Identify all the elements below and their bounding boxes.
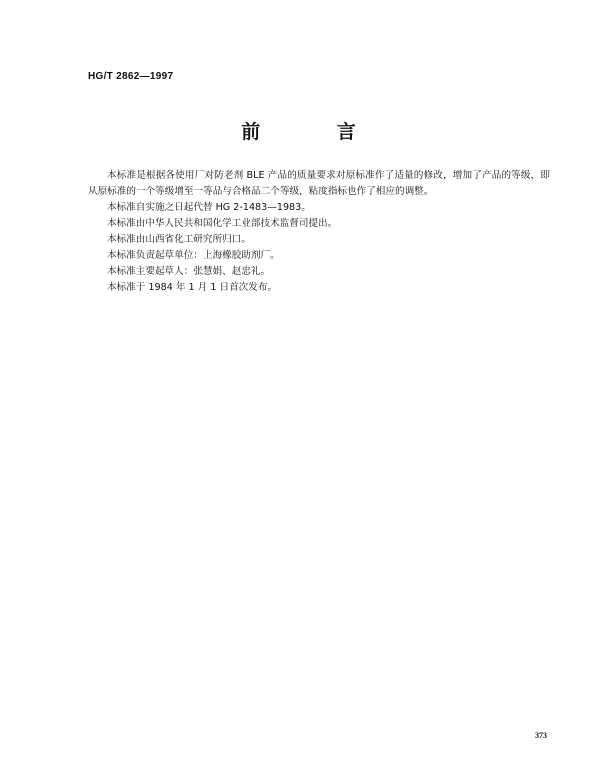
paragraph-revision-note: 本标准是根据各使用厂对防老剂 BLE 产品的质量要求对原标准作了适量的修改，增加了产品的等级，即从原标准的一个等级增至一等品与合格品二个等级，粘度指标也作了相应的调整。 xyxy=(88,170,550,197)
paragraph-proposed-by: 本标准由中华人民共和国化学工业部技术监督司提出。 xyxy=(107,218,338,229)
paragraph-drafting-unit: 本标准负责起草单位：上海橡胶助剂厂。 xyxy=(107,250,280,261)
page-number: 373 xyxy=(535,731,547,740)
paragraph-replaces: 本标准自实施之日起代替 HG 2-1483—1983。 xyxy=(107,202,311,213)
page-title: 前 言 xyxy=(241,121,391,143)
standard-code: HG/T 2862—1997 xyxy=(88,71,174,82)
paragraph-centralized-by: 本标准由山西省化工研究所归口。 xyxy=(107,234,251,245)
preface-body xyxy=(88,168,550,296)
paragraph-first-issued: 本标准于 1984 年 1 月 1 日首次发布。 xyxy=(107,282,278,293)
paragraph-drafters: 本标准主要起草人：张慧娟、赵忠礼。 xyxy=(107,266,271,277)
